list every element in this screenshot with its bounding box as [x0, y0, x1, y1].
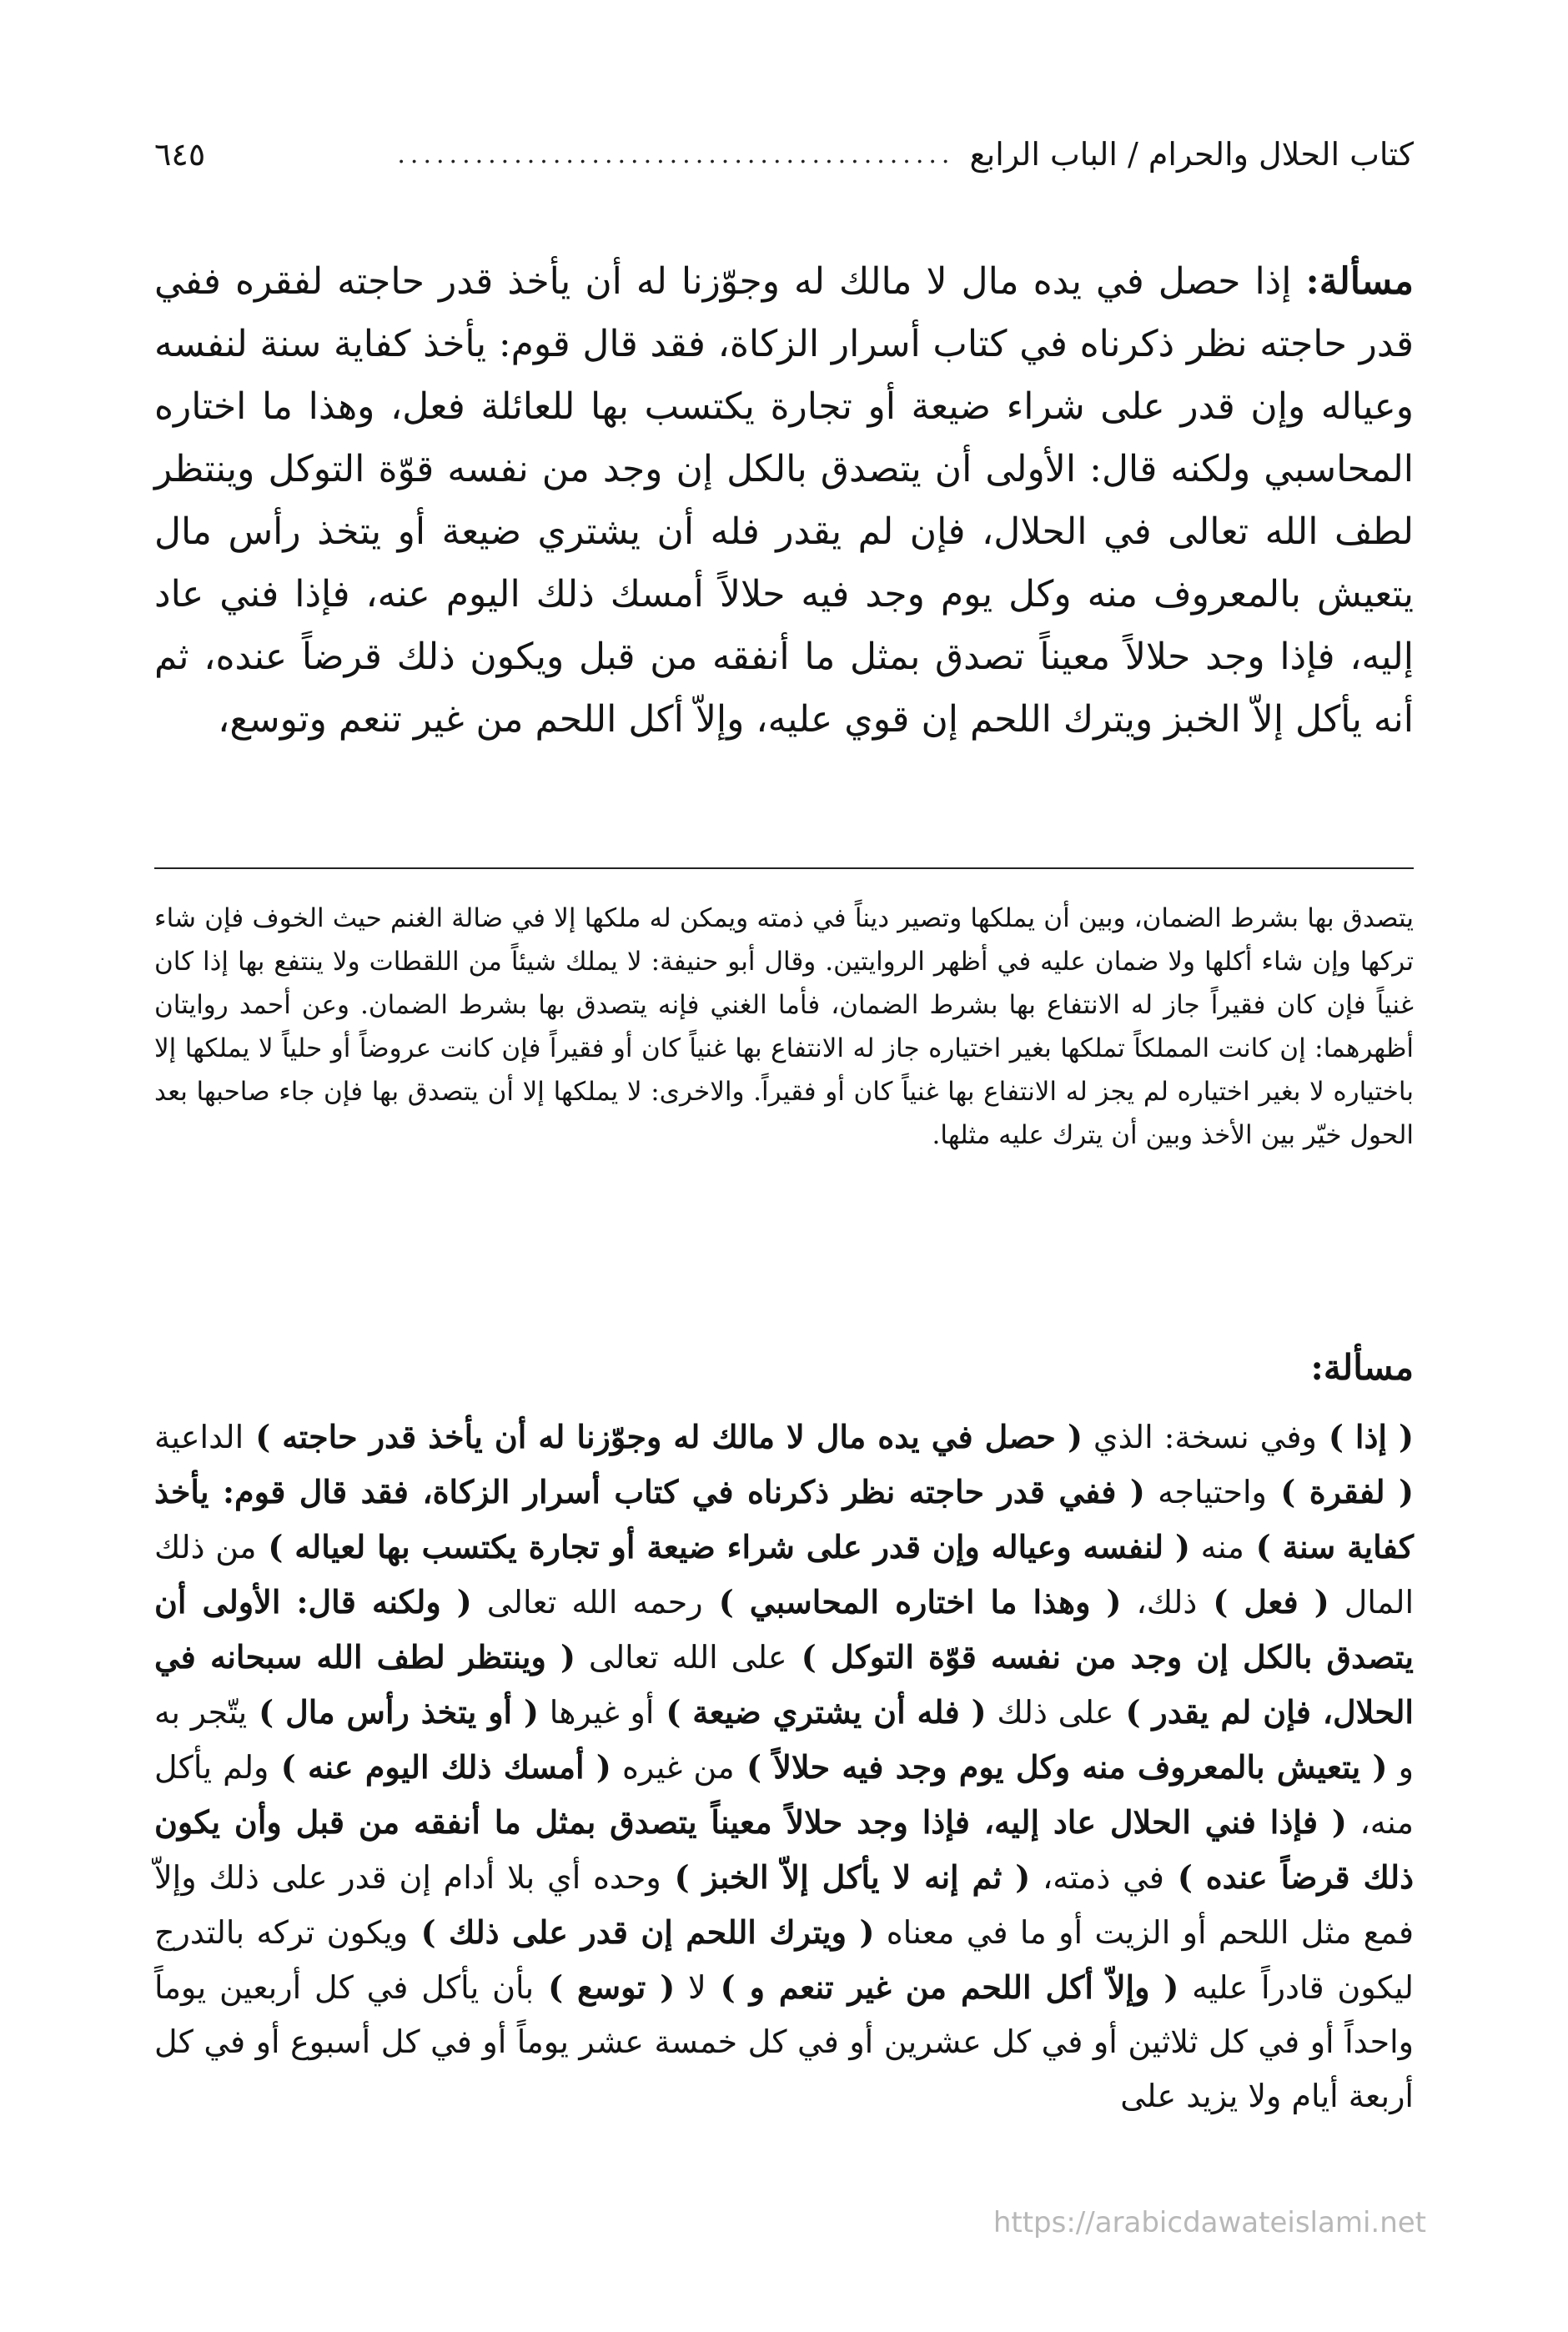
commentary-explanation-segment: على الله تعالى	[575, 1639, 787, 1676]
commentary-quoted-segment: ( وهذا ما اختاره المحاسبي )	[702, 1583, 1122, 1621]
commentary-explanation-segment: وفي نسخة: الذي	[1082, 1419, 1317, 1455]
commentary-explanation-segment: بأن يأكل في كل أربعين يوماً واحداً أو في كل ثلاثين أو في كل عشرين أو في كل خمسة عشر يوماً أو في كل أسبوع أو في كل أربعة أيام ولا يزيد على	[154, 1969, 1414, 2114]
commentary-explanation-segment: رحمه الله تعالى	[471, 1584, 703, 1621]
commentary-quoted-segment: ( ففي قدر حاجته نظر ذكرناه في كتاب أسرار الزكاة، فقد قال قوم: يأخذ كفاية سنة )	[154, 1473, 1414, 1566]
page-number: ٦٤٥	[154, 136, 206, 173]
commentary-explanation-segment: من ذلك المال	[154, 1529, 1414, 1621]
main-paragraph: إذا حصل في يده مال لا مالك له وجوّزنا له أن يأخذ قدر حاجته لفقره ففي قدر حاجته نظر ذكرناه في كتاب أسرار الزكاة، فقد قال قوم: يأخذ كفاية سنة لنفسه وعياله وإن قدر على شراء ضيعة أو تجارة يكتسب بها للعائلة فعل، وهذا ما اختاره المحاسبي ولكنه قال: الأولى أن يتصدق بالكل إن وجد من نفسه قوّة التوكل وينتظر لطف الله تعالى في الحلال، فإن لم يقدر فله أن يشتري ضيعة أو يتخذ رأس مال يتعيش بالمعروف منه وكل يوم وجد فيه حلالاً أمسك ذلك اليوم عنه، فإذا فني عاد إليه، فإذا وجد حلالاً معيناً تصدق بمثل ما أنفقه من قبل ويكون ذلك قرضاً عنده، ثم أنه يأكل إلاّ الخبز ويترك اللحم إن قوي عليه، وإلاّ أكل اللحم من غير تنعم وتوسع،	[154, 260, 1414, 741]
commentary-explanation-segment: واحتياجه	[1144, 1474, 1267, 1510]
main-text	[154, 250, 1414, 751]
header-title: كتاب الحلال والحرام / الباب الرابع	[969, 136, 1414, 173]
commentary-quoted-segment: ( أمسك ذلك اليوم عنه )	[269, 1748, 611, 1786]
commentary-explanation-segment: منه	[1189, 1529, 1244, 1566]
commentary-explanation-segment: وحده أي بلا أدام إن قدر على ذلك وإلاّ فمع مثل اللحم أو الزيت أو ما في معناه	[154, 1859, 1414, 1951]
commentary-quoted-segment: ( أو يتخذ رأس مال )	[247, 1693, 540, 1731]
commentary-explanation-segment: الداعية	[154, 1419, 244, 1455]
commentary-quoted-segment: ( يتعيش بالمعروف منه وكل يوم وجد فيه حلالاً )	[734, 1748, 1388, 1786]
commentary-quoted-segment: ( حصل في يده مال لا مالك له وجوّزنا له أن يأخذ قدر حاجته )	[244, 1418, 1083, 1455]
footnote-separator	[154, 867, 1414, 869]
commentary-quoted-segment: ( فعل )	[1197, 1583, 1329, 1621]
main-lead: مسألة:	[1305, 260, 1414, 303]
commentary-explanation-segment: على ذلك	[986, 1694, 1114, 1731]
commentary-quoted-segment: ( ثم إنه لا يأكل إلاّ الخبز )	[661, 1858, 1031, 1896]
commentary-explanation-segment: من غيره	[611, 1749, 735, 1786]
footnote-text: يتصدق بها بشرط الضمان، وبين أن يملكها وتصير ديناً في ذمته ويمكن له ملكها إلا في ضالة الغنم حيث الخوف فإن شاء تركها وإن شاء أكلها ولا ضمان عليه في أظهر الروايتين. وقال أبو حنيفة: لا يملك شيئاً من اللقطات ولا ينتفع بها إذا كان غنياً فإن كان فقيراً جاز له الانتفاع بها بشرط الضمان، فأما الغني فإنه يتصدق بها بشرط الضمان. وعن أحمد روايتان أظهرهما: إن كانت المملكاً تملكها بغير اختياره جاز له الانتفاع بها غنياً كان أو فقيراً فإن كانت عروضاً أو حلياً لا يملكها إلا باختياره لا بغير اختياره لم يجز له الانتفاع بها غنياً كان أو فقيراً. والاخرى: لا يملكها إلا أن يتصدق بها فإن جاء صاحبها بعد الحول خيّر بين الأخذ وبين أن يترك عليه مثلها.	[154, 903, 1414, 1150]
watermark-url: https://arabicdawateislami.net	[993, 2206, 1426, 2239]
commentary-quoted-segment: ( ولكنه قال: الأولى أن يتصدق بالكل إن وجد من نفسه قوّة التوكل )	[154, 1583, 1414, 1676]
commentary-text	[154, 1410, 1414, 2123]
commentary-explanation-segment: ويكون تركه بالتدرج ليكون قادراً عليه	[154, 1914, 1414, 2006]
commentary-quoted-segment: ( وينتظر لطف الله سبحانه في الحلال، فإن لم يقدر )	[154, 1638, 1414, 1731]
commentary-quoted-segment: ( فإذا فني الحلال عاد إليه، فإذا وجد حلالاً معيناً يتصدق بمثل ما أنفقه من قبل وأن يكون ذلك قرضاً عنده )	[154, 1803, 1414, 1896]
running-header	[154, 125, 1414, 183]
commentary-explanation-segment: لا	[675, 1969, 706, 2006]
commentary-quoted-segment: ( توسع )	[534, 1968, 676, 2006]
commentary-quoted-segment: ( فله أن يشتري ضيعة )	[654, 1693, 987, 1731]
commentary-quoted-segment: ( لفقرة )	[1266, 1473, 1415, 1510]
commentary-explanation-segment: ولم يأكل منه،	[154, 1749, 1414, 1841]
commentary-quoted-segment: ( وإلاّ أكل اللحم من غير تنعم و )	[706, 1968, 1179, 2006]
commentary-explanation-segment: في ذمته،	[1030, 1859, 1164, 1896]
commentary-heading: مسألة:	[1310, 1347, 1414, 1388]
commentary-quoted-segment: ( ويترك اللحم إن قدر على ذلك )	[408, 1913, 875, 1951]
commentary-explanation-segment: أو غيرها	[539, 1694, 655, 1731]
commentary-explanation-segment: يتّجر به و	[154, 1694, 1414, 1786]
commentary-quoted-segment: ( إذا )	[1316, 1418, 1414, 1455]
header-leader-dots: ...........................................	[397, 139, 955, 169]
commentary-explanation-segment: ذلك،	[1121, 1584, 1198, 1621]
commentary-quoted-segment: ( لنفسه وعياله وإن قدر على شراء ضيعة أو تجارة يكتسب بها لعياله )	[256, 1528, 1190, 1566]
